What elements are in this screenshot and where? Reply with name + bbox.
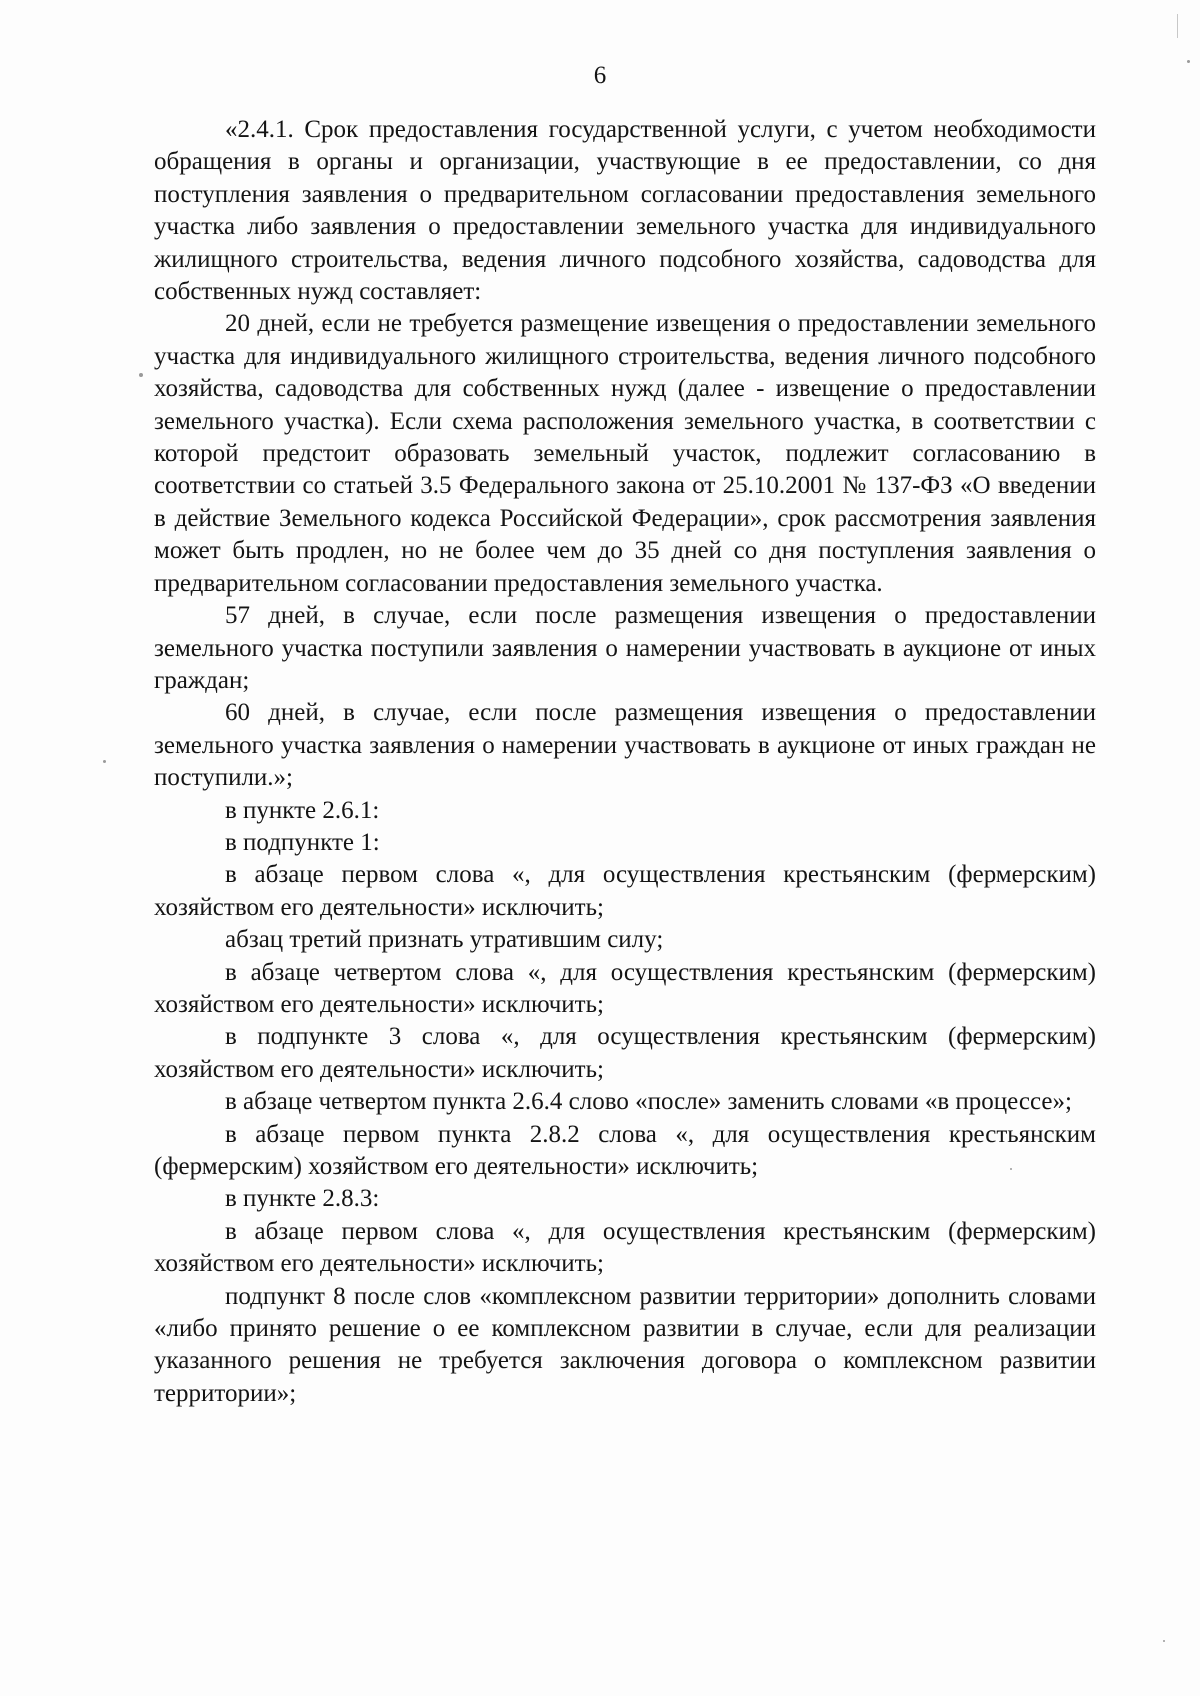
scan-speck [139, 373, 143, 377]
scan-speck [103, 760, 106, 763]
paragraph-point-2-8-3: в пункте 2.8.3: [225, 1185, 380, 1213]
paragraph-point-2-6-1: в пункте 2.6.1: [225, 796, 380, 824]
paragraph-subpoint-1: в подпункте 1: [225, 828, 380, 856]
paragraph-deadline-clause: «2.4.1. Срок предоставления государственной услуги, с учетом необходимости обращения в органы и организации, участвующие в ее предоставлении, со дня поступления заявления о предварительном согласовании предоставления земельного участка либо заявления о предоставлении земельного участка для индивидуального жилищного строительства, ведения личного подсобного хозяйства, садоводства для собственных нужд составляет: [154, 116, 1096, 306]
paragraph-point-2-6-4: в абзаце четвертом пункта 2.6.4 слово «после» заменить словами «в процессе»; [225, 1088, 1072, 1116]
paragraph-fourth-abzac: в абзаце четвертом слова «, для осуществления крестьянским (фермерским) хозяйством его деятельности» исключить; [154, 958, 1096, 1018]
paragraph-57-days: 57 дней, в случае, если после размещения извещения о предоставлении земельного участка поступили заявления о намерении участвовать в аукционе от иных граждан; [154, 602, 1096, 694]
page-number: 6 [593, 62, 607, 89]
scan-speck [1163, 1640, 1165, 1642]
paragraph-point-2-8-2: в абзаце первом пункта 2.8.2 слова «, для осуществления крестьянским (фермерским) хозяйством его деятельности» исключить; [154, 1120, 1096, 1180]
paragraph-third-abzac: абзац третий признать утратившим силу; [225, 926, 664, 954]
scan-speck [1010, 1168, 1012, 1170]
scan-edge-mark [1177, 14, 1178, 38]
paragraph-20-days: 20 дней, если не требуется размещение извещения о предоставлении земельного участка для индивидуального жилищного строительства, ведения личного подсобного хозяйства, садоводства для собственных нужд (далее - извещение о предоставлении земельного участка). Если схема расположения земельного участка, в соответствии с которой предстоит образовать земельный участок, подлежит согласованию в соответствии со статьей 3.5 Федерального закона от 25.10.2001 № 137-ФЗ «О введении в действие Земельного кодекса Российской Федерации», срок рассмотрения заявления может быть продлен, но не более чем до 35 дней со дня поступления заявления о предварительном согласовании предоставления земельного участка. [154, 310, 1096, 597]
paragraph-2-8-3-first-abzac: в абзаце первом слова «, для осуществления крестьянским (фермерским) хозяйством его деятельности» исключить; [154, 1217, 1096, 1278]
paragraph-subpoint-3: в подпункте 3 слова «, для осуществления крестьянским (фермерским) хозяйством его деятельности» исключить; [154, 1023, 1096, 1083]
scan-speck [1187, 60, 1190, 63]
paragraph-subpoint-8: подпункт 8 после слов «комплексном развитии территории» дополнить словами «либо принято решение о ее комплексном развитии в случае, если для реализации указанного решения не требуется заключения договора о комплексном развитии территории»; [154, 1282, 1096, 1407]
paragraph-60-days: 60 дней, в случае, если после размещения извещения о предоставлении земельного участка заявления о намерении участвовать в аукционе от иных граждан не поступили.»; [154, 699, 1096, 792]
paragraph-first-abzac: в абзаце первом слова «, для осуществления крестьянским (фермерским) хозяйством его деятельности» исключить; [154, 861, 1096, 921]
document-body [154, 114, 1096, 1410]
